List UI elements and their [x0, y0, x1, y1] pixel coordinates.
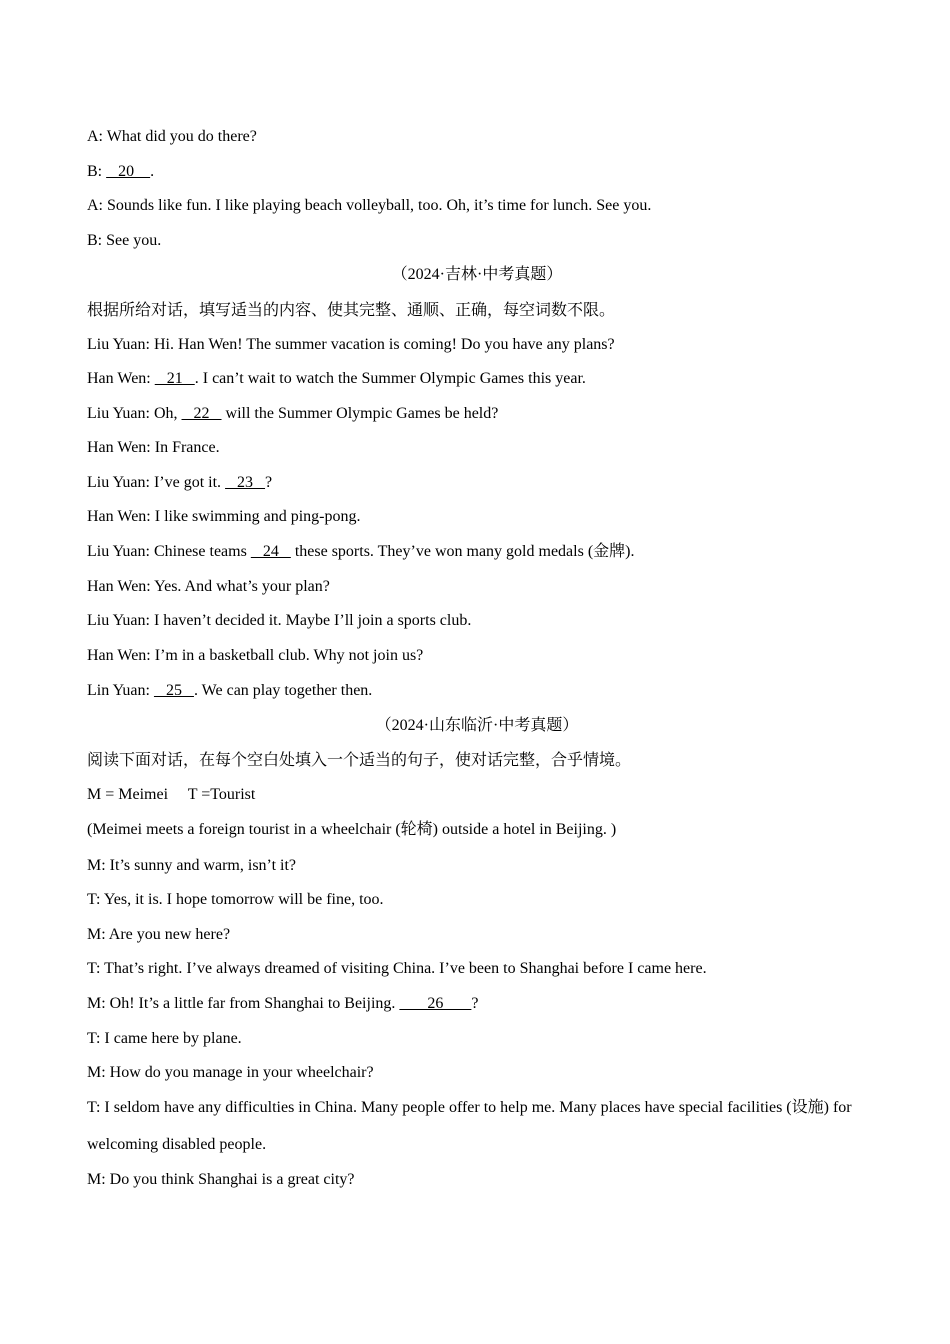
dialogue-line: M: Are you new here?	[87, 926, 231, 943]
dialogue-line: Han Wen: I’m in a basketball club. Why not join us?	[87, 647, 424, 664]
answer-blank-20[interactable]: 20	[106, 163, 151, 180]
answer-blank-26[interactable]: 26	[399, 995, 472, 1012]
dialogue-line: A: What did you do there?	[87, 128, 257, 145]
dialogue-line: B: 20 .	[87, 163, 155, 180]
dialogue-line: B: See you.	[87, 232, 162, 249]
dialogue-line: T: I came here by plane.	[87, 1030, 242, 1047]
instruction-text: 阅读下面对话，在每个空白处填入一个适当的句子，使对话完整，合乎情境。	[87, 752, 632, 769]
dialogue-line: Han Wen: In France.	[87, 439, 220, 456]
dialogue-line: Han Wen: 21 . I can’t wait to watch the Summer Olympic Games this year.	[87, 370, 586, 387]
dialogue-line: Liu Yuan: I’ve got it. 23 ?	[87, 474, 273, 491]
dialogue-line: M: It’s sunny and warm, isn’t it?	[87, 857, 297, 874]
dialogue-line: T: Yes, it is. I hope tomorrow will be fine, too.	[87, 891, 384, 908]
dialogue-line: M: How do you manage in your wheelchair?	[87, 1064, 374, 1081]
scene-note: (Meimei meets a foreign tourist in a wheelchair (轮椅) outside a hotel in Beijing. )	[87, 821, 617, 838]
dialogue-line: Liu Yuan: I haven’t decided it. Maybe I’ll join a sports club.	[87, 612, 472, 629]
speaker-key: M = Meimei T =Tourist	[87, 786, 256, 803]
dialogue-line: T: I seldom have any difficulties in China. Many people offer to help me. Many places have special facilities (设施) for welcoming disabled people.	[87, 1099, 852, 1153]
dialogue-line: M: Oh! It’s a little far from Shanghai to Beijing. 26 ?	[87, 995, 479, 1012]
answer-blank-24[interactable]: 24	[250, 543, 291, 560]
answer-blank-22[interactable]: 22	[181, 405, 222, 422]
dialogue-line: Liu Yuan: Oh, 22 will the Summer Olympic Games be held?	[87, 405, 499, 422]
dialogue-line: T: That’s right. I’ve always dreamed of visiting China. I’ve been to Shanghai before I came here.	[87, 960, 707, 977]
dialogue-line: Han Wen: I like swimming and ping-pong.	[87, 508, 361, 525]
dialogue-line: Lin Yuan: 25 . We can play together then.	[87, 682, 373, 699]
instruction-text: 根据所给对话，填写适当的内容、使其完整、通顺、正确，每空词数不限。	[87, 302, 616, 319]
answer-blank-23[interactable]: 23	[225, 474, 266, 491]
dialogue-line: M: Do you think Shanghai is a great city?	[87, 1171, 355, 1188]
section-source-heading: （2024·吉林·中考真题）	[391, 266, 563, 283]
dialogue-line: Han Wen: Yes. And what’s your plan?	[87, 578, 330, 595]
answer-blank-21[interactable]: 21	[154, 370, 195, 387]
section-source-heading: （2024·山东临沂·中考真题）	[375, 717, 579, 734]
answer-blank-25[interactable]: 25	[153, 682, 194, 699]
dialogue-line: Liu Yuan: Hi. Han Wen! The summer vacation is coming! Do you have any plans?	[87, 336, 615, 353]
dialogue-line: A: Sounds like fun. I like playing beach volleyball, too. Oh, it’s time for lunch. See you.	[87, 197, 652, 214]
dialogue-line: Liu Yuan: Chinese teams 24 these sports. They’ve won many gold medals (金牌).	[87, 543, 635, 560]
